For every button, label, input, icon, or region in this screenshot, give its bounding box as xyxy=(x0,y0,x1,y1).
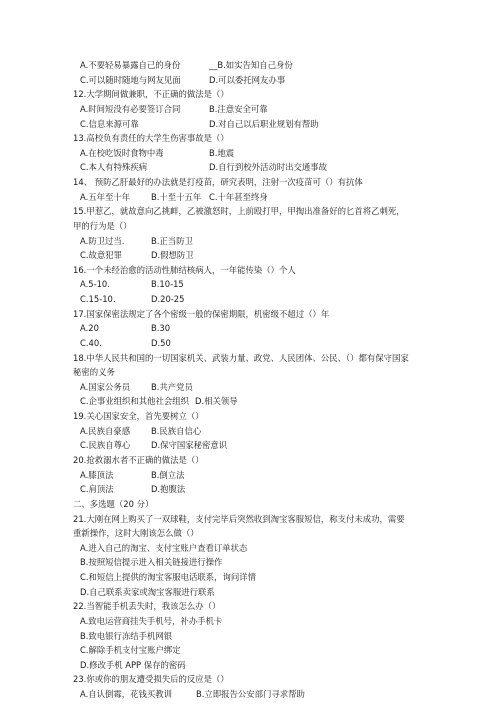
answer-option: A.自认倒霉，花钱买教训 xyxy=(80,689,172,699)
answer-option: C.15-10. xyxy=(80,294,116,304)
answer-option: A.在校吃饭时食物中毒 xyxy=(80,148,164,158)
answer-option: D.50 xyxy=(151,338,171,348)
question-text: 13.高校负有责任的大学生伤害事故是（） xyxy=(73,133,229,143)
answer-option: B.按照短信提示进入相关链接进行操作 xyxy=(80,557,223,567)
answer-option: D.保守国家秘密意识 xyxy=(151,440,228,450)
answer-option: C.信息来源可靠 xyxy=(80,119,139,129)
answer-option: C.企事业组织和其他社会组织 xyxy=(80,396,190,406)
answer-option: C.解除手机支付宝账户绑定 xyxy=(80,645,181,655)
question-text: 22.当智能手机丢失时，我该怎么办（） xyxy=(73,601,221,611)
answer-option: D.20-25 xyxy=(151,294,185,304)
question-text: 秘密的义务 xyxy=(73,367,115,377)
answer-option: A.防卫过当. xyxy=(80,236,125,246)
answer-option: A.民族自豪感 xyxy=(80,426,131,436)
answer-option: A.国家公务员 xyxy=(80,382,131,392)
answer-option: A.时间短没有必要签订合同 xyxy=(80,104,181,114)
question-text: 14、 预防乙肝最好的办法就是打疫苗，研究表明，注射一次疫苗可（）有抗体 xyxy=(73,177,363,187)
answer-option: A.5-10. xyxy=(80,279,110,289)
answer-option: D.修改手机 APP 保存的密码 xyxy=(80,660,186,670)
question-text: 15.甲惹乙，就故意向乙挑衅，乙被激怒时，上前殴打甲，甲掏出准备好的匕首将乙刺死， xyxy=(73,206,405,216)
answer-option: B.正当防卫 xyxy=(151,236,193,246)
answer-option: A.进入自己的淘宝、支付宝账户查看订单状态 xyxy=(80,543,248,553)
question-text: 19.关心国家安全，首先要树立（） xyxy=(73,411,204,421)
answer-option: A.致电运营商挂失手机号，补办手机卡 xyxy=(80,616,223,626)
answer-option: A.膝顶法 xyxy=(80,470,114,480)
answer-option: D.相关领导 xyxy=(195,396,238,406)
question-text: 12.大学期间做兼职，不正确的做法是（） xyxy=(73,89,229,99)
answer-option: A.不要轻易暴露自己的身份 xyxy=(80,60,181,70)
answer-option: C.肩顶法 xyxy=(80,484,114,494)
answer-option: C.民族自尊心 xyxy=(80,440,131,450)
answer-option: C.可以随时随地与网友见面 xyxy=(80,75,181,85)
answer-option: B.30 xyxy=(151,323,171,333)
answer-option: C.和短信上提供的淘宝客服电话联系，询问详情 xyxy=(80,572,257,582)
answer-option: B.立即报告公安部门寻求帮助 xyxy=(196,689,305,699)
answer-option: B.共产党员 xyxy=(151,382,193,392)
answer-option: A.五年至十年 xyxy=(80,192,131,202)
answer-option: D.自己联系卖家或淘宝客服进行联系 xyxy=(80,587,215,597)
answer-option: B.倒立法 xyxy=(151,470,185,480)
answer-option: B.十至十五年 xyxy=(151,192,202,202)
answer-option: B.致电银行冻结手机网银 xyxy=(80,631,173,641)
question-text: 17.国家保密法规定了各个密级一般的保密期限，机密级不超过（）年 xyxy=(73,309,330,319)
question-text: 16.一个未经治愈的活动性肺结核病人，一年能传染（）个人 xyxy=(73,265,296,275)
answer-option: D.对自己以后职业规划有帮助 xyxy=(209,119,319,129)
question-text: 甲的行为是（） xyxy=(73,221,132,231)
answer-option: B.地震 xyxy=(209,148,235,158)
answer-option: C.本人有特殊疾病 xyxy=(80,162,148,172)
answer-option: __B.如实告知自己身份 xyxy=(209,60,293,70)
answer-option: D.自行到校外活动时出交通事故 xyxy=(209,162,327,172)
question-text: 21.大刚在网上购买了一双球鞋，支付完毕后突然收到淘宝客服短信，称支付未成功，需要 xyxy=(73,514,405,524)
answer-option: D.可以委托网友办事 xyxy=(209,75,286,85)
question-text: 二、多选题（20 分） xyxy=(73,499,154,509)
answer-option: B.注意安全可靠 xyxy=(209,104,268,114)
answer-option: A.20 xyxy=(80,323,99,333)
answer-option: B.10-15 xyxy=(151,279,184,289)
answer-option: C.40. xyxy=(80,338,102,348)
answer-option: C.故意犯罪 xyxy=(80,250,123,260)
question-text: 20.抢救溺水者不正确的做法是（） xyxy=(73,455,204,465)
question-text: 重新操作，这时大刚该怎么做（） xyxy=(73,528,199,538)
answer-option: D.假想防卫 xyxy=(151,250,194,260)
answer-option: D.抱腹法 xyxy=(151,484,186,494)
question-text: 18.中华人民共和国的一切国家机关、武装力量、政党、人民团体、公民、（）都有保守国家 xyxy=(73,353,409,363)
answer-option: B.民族自信心 xyxy=(151,426,202,436)
question-text: 23.你或你的朋友遭受损失后的反应是（） xyxy=(73,674,229,684)
answer-option: C.十年甚至终身 xyxy=(209,192,268,202)
